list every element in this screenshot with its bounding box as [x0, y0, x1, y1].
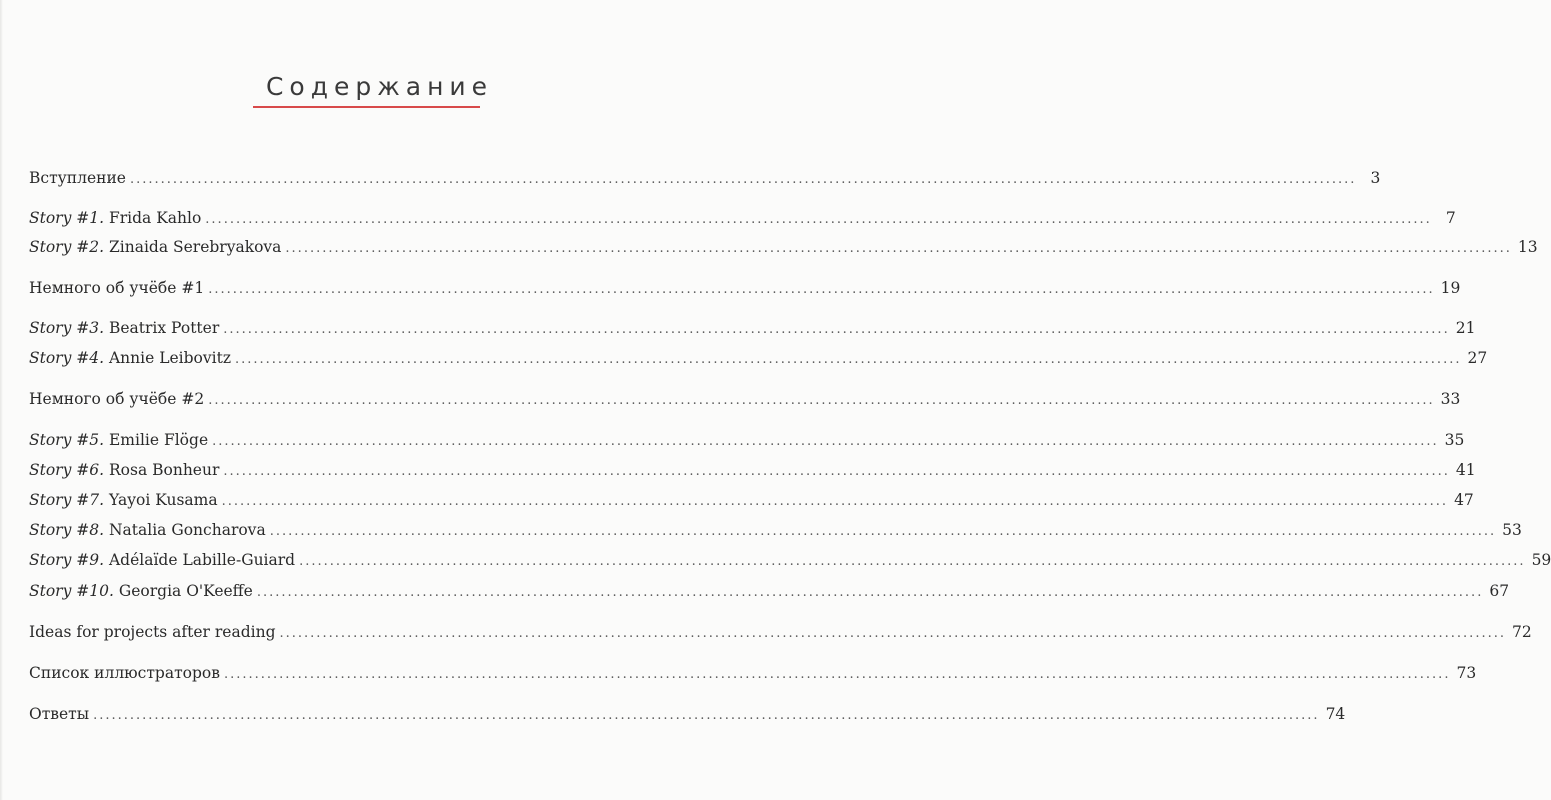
- toc-entry: [29, 661, 1477, 685]
- toc-entry: [29, 702, 1346, 726]
- toc-entry-title: [29, 458, 219, 482]
- toc-entry-text: Georgia O'Keeffe: [113, 582, 253, 600]
- toc-entry-prefix: Story #2.: [29, 238, 105, 256]
- toc-entry: [29, 276, 1461, 300]
- toc-entry-page: 72: [1511, 623, 1532, 641]
- toc-entry-title: [29, 316, 219, 340]
- toc-entry: [29, 518, 1522, 542]
- toc-leader-dots: ........................................................................................................................................................................................................: [299, 554, 1526, 569]
- toc-entry-title: [29, 702, 89, 726]
- toc-entry: [29, 235, 1538, 259]
- toc-entry: [29, 579, 1510, 603]
- toc-entry-prefix: Story #5.: [29, 431, 105, 449]
- toc-entry-page: 74: [1325, 705, 1346, 723]
- toc-leader-dots: ........................................................................................................................................................................................................: [221, 494, 1449, 509]
- toc-leader-dots: ........................................................................................................................................................................................................: [208, 393, 1435, 408]
- toc-entry-page: 27: [1467, 349, 1488, 367]
- toc-entry-title: [29, 579, 253, 603]
- toc-entry-prefix: Story #9.: [29, 551, 105, 569]
- toc-entry-title: [29, 166, 126, 190]
- toc-leader-dots: ........................................................................................................................................................................................................: [256, 585, 1484, 600]
- toc-entry-title: [29, 387, 204, 411]
- toc-entry-title: [29, 428, 208, 452]
- toc-entry-page: 59: [1531, 551, 1551, 569]
- toc-leader-dots: ........................................................................................................................................................................................................: [212, 434, 1439, 449]
- toc-entry-page: 35: [1444, 431, 1465, 449]
- toc-entry: [29, 488, 1474, 512]
- toc-entry-text: Natalia Goncharova: [104, 521, 266, 539]
- toc-entry-prefix: Story #3.: [29, 319, 105, 337]
- toc-entry-page: 47: [1454, 491, 1474, 509]
- toc-entry-page: 33: [1440, 390, 1461, 408]
- toc-entry-title: [29, 661, 220, 685]
- toc-entry-prefix: Story #7.: [29, 491, 105, 509]
- toc-entry-title: [29, 488, 218, 512]
- toc-leader-dots: ........................................................................................................................................................................................................: [269, 524, 1497, 539]
- toc-entry-text: Frida Kahlo: [104, 209, 202, 227]
- toc-entry: [29, 458, 1476, 482]
- toc-entry-page: 41: [1455, 461, 1476, 479]
- toc-entry-text: Annie Leibovitz: [104, 349, 231, 367]
- toc-entry-title: [29, 235, 281, 259]
- toc-entry: [29, 346, 1488, 370]
- toc-leader-dots: ........................................................................................................................................................................................................: [235, 352, 1462, 367]
- toc-entry-page: 21: [1455, 319, 1476, 337]
- toc-leader-dots: ........................................................................................................................................................................................................: [223, 667, 1451, 682]
- toc-leader-dots: ........................................................................................................................................................................................................: [285, 241, 1512, 256]
- toc-entry-text: Yayoi Kusama: [104, 491, 218, 509]
- toc-entry-text: Beatrix Potter: [104, 319, 220, 337]
- toc-entry-prefix: Story #10.: [29, 582, 114, 600]
- toc-entry-prefix: Story #1.: [29, 209, 105, 227]
- page-title: Содержание: [265, 72, 494, 101]
- toc-entry-prefix: Story #6.: [29, 461, 105, 479]
- toc-leader-dots: ........................................................................................................................................................................................................: [205, 212, 1432, 227]
- toc-entry-title: [29, 548, 295, 572]
- toc-entry: [29, 206, 1456, 230]
- toc-entry-text: Adélaïde Labille-Guiard: [104, 551, 296, 569]
- toc-entry-text: Вступление: [29, 169, 126, 187]
- toc-leader-dots: ........................................................................................................................................................................................................: [223, 322, 1450, 337]
- toc-entry-title: [29, 276, 204, 300]
- toc-entry-page: 73: [1456, 664, 1477, 682]
- toc-entry-text: Немного об учёбе #2: [29, 390, 205, 408]
- toc-entry-page: 7: [1445, 209, 1456, 227]
- toc-entry-text: Немного об учёбе #1: [29, 279, 205, 297]
- toc-entry-prefix: Story #4.: [29, 349, 105, 367]
- toc-entry-page: 19: [1440, 279, 1461, 297]
- toc-entry-page: 3: [1370, 169, 1381, 187]
- toc-entry: [29, 620, 1532, 644]
- toc-entry: [29, 166, 1381, 190]
- toc-entry-text: Список иллюстраторов: [29, 664, 220, 682]
- toc-entry-prefix: Story #8.: [29, 521, 105, 539]
- toc-entry-text: Zinaida Serebryakova: [104, 238, 282, 256]
- toc-leader-dots: ........................................................................................................................................................................................................: [208, 282, 1435, 297]
- toc-entry: [29, 428, 1465, 452]
- toc-entry-text: Rosa Bonheur: [104, 461, 220, 479]
- toc-entry-page: 13: [1517, 238, 1538, 256]
- toc-entry-text: Ideas for projects after reading: [29, 623, 276, 641]
- toc-entry-page: 67: [1489, 582, 1510, 600]
- toc-leader-dots: ........................................................................................................................................................................................................: [93, 708, 1320, 723]
- toc-entry-text: Emilie Flöge: [104, 431, 209, 449]
- toc-entry: [29, 316, 1476, 340]
- toc-entry-title: [29, 518, 266, 542]
- toc-entry: [29, 387, 1461, 411]
- toc-entry-title: [29, 620, 276, 644]
- toc-entry-title: [29, 346, 231, 370]
- toc-leader-dots: ........................................................................................................................................................................................................: [129, 172, 1357, 187]
- toc-entry-title: [29, 206, 201, 230]
- toc-entry: [29, 548, 1551, 572]
- toc-entry-text: Ответы: [29, 705, 90, 723]
- toc-leader-dots: ........................................................................................................................................................................................................: [223, 464, 1450, 479]
- toc-leader-dots: ........................................................................................................................................................................................................: [279, 626, 1506, 641]
- toc-entry-page: 53: [1502, 521, 1522, 539]
